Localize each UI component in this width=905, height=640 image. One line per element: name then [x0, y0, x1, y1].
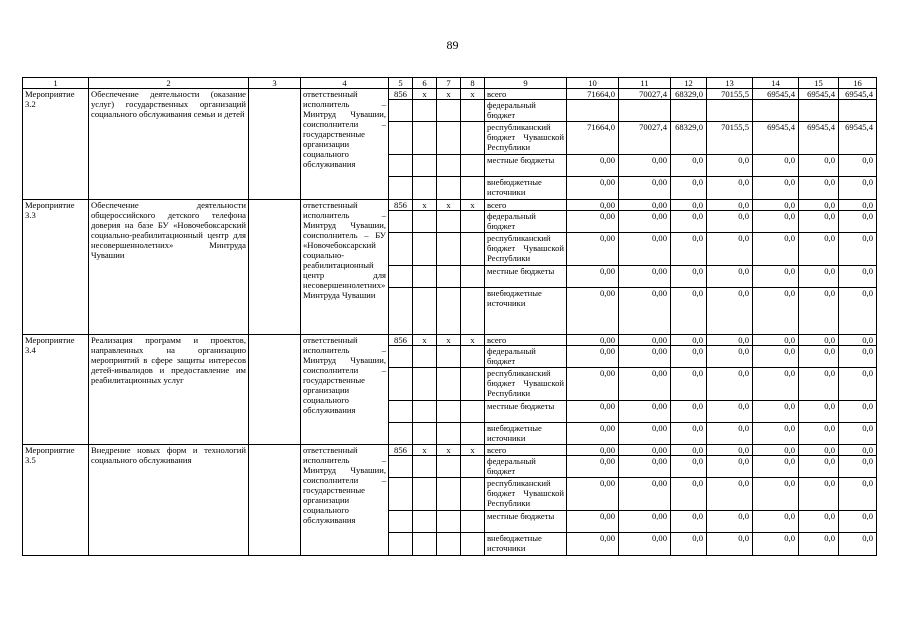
code-cell: х — [413, 445, 437, 456]
code-cell-empty — [389, 266, 413, 288]
source-label: федеральный бюджет — [485, 456, 567, 478]
value-cell: 0,0 — [671, 423, 707, 445]
code-cell-empty — [461, 401, 485, 423]
value-cell: 0,00 — [567, 288, 619, 335]
code-cell-empty — [437, 100, 461, 122]
code-cell-empty — [389, 288, 413, 335]
value-cell: 0,0 — [671, 511, 707, 533]
value-cell: 0,0 — [753, 533, 799, 556]
column-header: 4 — [301, 78, 389, 89]
value-cell: 0,0 — [799, 346, 839, 368]
code-cell-empty — [461, 211, 485, 233]
code-cell-empty — [437, 478, 461, 511]
code-cell-empty — [389, 211, 413, 233]
value-cell: 0,0 — [839, 155, 877, 177]
value-cell — [799, 100, 839, 122]
value-cell: 0,0 — [799, 478, 839, 511]
value-cell: 0,0 — [839, 478, 877, 511]
value-cell: 0,0 — [839, 233, 877, 266]
column-header: 13 — [707, 78, 753, 89]
code-cell: 856 — [389, 89, 413, 100]
code-cell-empty — [413, 211, 437, 233]
value-cell: 0,0 — [753, 511, 799, 533]
value-cell: 0,00 — [619, 456, 671, 478]
value-cell: 0,0 — [839, 346, 877, 368]
value-cell — [567, 100, 619, 122]
table-row — [23, 445, 877, 456]
code-cell-empty — [413, 122, 437, 155]
value-cell: 0,00 — [567, 155, 619, 177]
code-cell-empty — [389, 346, 413, 368]
value-cell: 71664,0 — [567, 122, 619, 155]
value-cell — [707, 100, 753, 122]
code-cell-empty — [437, 155, 461, 177]
value-cell: 0,0 — [671, 177, 707, 200]
value-cell: 0,0 — [707, 511, 753, 533]
code-cell: х — [437, 335, 461, 346]
value-cell: 0,00 — [567, 511, 619, 533]
value-cell: 0,00 — [567, 233, 619, 266]
value-cell: 0,0 — [753, 155, 799, 177]
source-label: местные бюджеты — [485, 155, 567, 177]
value-cell: 0,0 — [839, 456, 877, 478]
value-cell: 0,00 — [567, 533, 619, 556]
value-cell: 0,00 — [567, 401, 619, 423]
value-cell: 68329,0 — [671, 89, 707, 100]
code-cell-empty — [461, 533, 485, 556]
value-cell: 0,0 — [707, 200, 753, 211]
activity-name: Обеспечение деятельности общероссийского детского телефона доверия на базе БУ «Новочебоксарский социально-реабилитационный центр для несовершеннолетних» Минтруда Чувашии — [89, 200, 249, 335]
value-cell: 70155,5 — [707, 89, 753, 100]
value-cell: 0,0 — [753, 288, 799, 335]
source-label: всего — [485, 89, 567, 100]
code-cell-empty — [413, 155, 437, 177]
code-cell-empty — [437, 511, 461, 533]
value-cell: 0,0 — [671, 533, 707, 556]
code-cell-empty — [389, 478, 413, 511]
value-cell: 70027,4 — [619, 122, 671, 155]
value-cell: 69545,4 — [839, 122, 877, 155]
value-cell: 0,0 — [839, 211, 877, 233]
source-label: местные бюджеты — [485, 401, 567, 423]
code-cell-empty — [461, 368, 485, 401]
code-cell-empty — [461, 346, 485, 368]
code-cell-empty — [389, 423, 413, 445]
code-cell-empty — [413, 423, 437, 445]
value-cell: 0,0 — [839, 177, 877, 200]
value-cell: 0,00 — [619, 177, 671, 200]
activity-name: Реализация программ и проектов, направленных на организацию мероприятий в сфере защиты интересов детей-инвалидов и предоставление им реабилитационных услуг — [89, 335, 249, 445]
value-cell: 0,0 — [753, 423, 799, 445]
table-row — [23, 200, 877, 211]
column-header: 9 — [485, 78, 567, 89]
activity-id: Мероприятие 3.2 — [23, 89, 89, 200]
table-row — [23, 335, 877, 346]
value-cell: 0,0 — [799, 177, 839, 200]
value-cell: 0,0 — [671, 200, 707, 211]
value-cell: 0,0 — [671, 155, 707, 177]
code-cell: х — [413, 200, 437, 211]
column-header: 6 — [413, 78, 437, 89]
value-cell: 0,00 — [619, 233, 671, 266]
column-header: 5 — [389, 78, 413, 89]
value-cell: 0,0 — [707, 368, 753, 401]
column-header: 1 — [23, 78, 89, 89]
source-label: внебюджетные источники — [485, 288, 567, 335]
value-cell: 0,0 — [707, 478, 753, 511]
value-cell: 0,0 — [799, 155, 839, 177]
value-cell: 0,0 — [707, 177, 753, 200]
value-cell: 0,0 — [839, 445, 877, 456]
value-cell: 0,00 — [567, 368, 619, 401]
executor-cell: ответственный исполнитель – Минтруд Чувашии, соисполнители – государственные организации социального обслуживания — [301, 89, 389, 200]
value-cell: 0,0 — [799, 335, 839, 346]
code-cell-empty — [461, 177, 485, 200]
code-cell-empty — [437, 346, 461, 368]
code-cell-empty — [437, 401, 461, 423]
code-cell-empty — [437, 266, 461, 288]
value-cell: 0,0 — [799, 511, 839, 533]
value-cell — [753, 100, 799, 122]
activity-id: Мероприятие 3.5 — [23, 445, 89, 556]
value-cell: 0,00 — [567, 177, 619, 200]
source-label: внебюджетные источники — [485, 177, 567, 200]
value-cell: 0,0 — [839, 368, 877, 401]
value-cell: 0,00 — [619, 200, 671, 211]
value-cell: 0,0 — [671, 456, 707, 478]
value-cell: 0,0 — [753, 266, 799, 288]
value-cell: 0,0 — [753, 211, 799, 233]
value-cell: 0,0 — [707, 445, 753, 456]
code-cell-empty — [437, 533, 461, 556]
value-cell: 0,0 — [799, 200, 839, 211]
value-cell: 0,00 — [567, 200, 619, 211]
value-cell: 0,0 — [839, 533, 877, 556]
value-cell — [619, 100, 671, 122]
value-cell: 0,0 — [753, 401, 799, 423]
value-cell: 0,00 — [619, 511, 671, 533]
source-label: республиканский бюджет Чувашской Республики — [485, 478, 567, 511]
code-cell-empty — [389, 456, 413, 478]
value-cell: 0,0 — [799, 288, 839, 335]
code-cell-empty — [437, 423, 461, 445]
value-cell: 0,0 — [707, 266, 753, 288]
value-cell: 69545,4 — [799, 89, 839, 100]
source-label: всего — [485, 335, 567, 346]
value-cell: 0,0 — [799, 445, 839, 456]
value-cell: 69545,4 — [753, 89, 799, 100]
activity-name: Внедрение новых форм и технологий социального обслуживания — [89, 445, 249, 556]
value-cell: 0,0 — [753, 335, 799, 346]
code-cell-empty — [461, 155, 485, 177]
code-cell: 856 — [389, 200, 413, 211]
code-cell: х — [437, 89, 461, 100]
value-cell: 0,00 — [619, 368, 671, 401]
executor-cell: ответственный исполнитель – Минтруд Чувашии, соисполнители – государственные организации социального обслуживания — [301, 445, 389, 556]
source-label: всего — [485, 445, 567, 456]
source-label: республиканский бюджет Чувашской Республики — [485, 233, 567, 266]
value-cell: 0,00 — [567, 445, 619, 456]
table-row — [23, 89, 877, 100]
value-cell: 0,0 — [799, 266, 839, 288]
value-cell: 0,0 — [839, 511, 877, 533]
column-header: 3 — [249, 78, 301, 89]
value-cell: 0,00 — [567, 423, 619, 445]
value-cell: 0,0 — [799, 211, 839, 233]
value-cell: 0,0 — [799, 401, 839, 423]
value-cell: 0,0 — [671, 335, 707, 346]
value-cell: 0,0 — [839, 266, 877, 288]
code-cell-empty — [461, 100, 485, 122]
value-cell: 0,0 — [707, 335, 753, 346]
value-cell: 0,0 — [753, 200, 799, 211]
code-cell-empty — [389, 533, 413, 556]
value-cell: 0,0 — [707, 211, 753, 233]
code-cell-empty — [461, 478, 485, 511]
source-label: республиканский бюджет Чувашской Республики — [485, 122, 567, 155]
value-cell: 0,00 — [567, 478, 619, 511]
value-cell: 0,0 — [707, 456, 753, 478]
value-cell: 0,0 — [707, 288, 753, 335]
value-cell: 0,00 — [619, 533, 671, 556]
page-number: 89 — [446, 38, 459, 52]
code-cell-empty — [461, 288, 485, 335]
code-cell-empty — [461, 511, 485, 533]
source-label: местные бюджеты — [485, 266, 567, 288]
value-cell — [671, 100, 707, 122]
column-header: 8 — [461, 78, 485, 89]
code-cell: х — [437, 200, 461, 211]
code-cell: х — [461, 335, 485, 346]
column-header: 7 — [437, 78, 461, 89]
code-cell-empty — [389, 511, 413, 533]
code-cell-empty — [389, 368, 413, 401]
value-cell: 0,0 — [799, 423, 839, 445]
value-cell: 0,00 — [619, 423, 671, 445]
value-cell: 0,00 — [567, 211, 619, 233]
value-cell: 69545,4 — [799, 122, 839, 155]
value-cell: 0,0 — [839, 288, 877, 335]
value-cell: 0,0 — [671, 478, 707, 511]
value-cell: 0,0 — [799, 533, 839, 556]
source-label: федеральный бюджет — [485, 211, 567, 233]
code-cell-empty — [413, 368, 437, 401]
value-cell: 0,00 — [619, 266, 671, 288]
code-cell-empty — [389, 100, 413, 122]
code-cell-empty — [413, 177, 437, 200]
value-cell: 0,00 — [567, 456, 619, 478]
activity-name: Обеспечение деятельности (оказание услуг) государственных организаций социального обслуживания семьи и детей — [89, 89, 249, 200]
value-cell: 0,00 — [619, 211, 671, 233]
value-cell: 0,0 — [671, 445, 707, 456]
value-cell: 0,00 — [619, 401, 671, 423]
code-cell: х — [413, 335, 437, 346]
source-label: федеральный бюджет — [485, 100, 567, 122]
column-number-row — [23, 78, 877, 89]
source-label: внебюджетные источники — [485, 423, 567, 445]
value-cell: 70027,4 — [619, 89, 671, 100]
code-cell: х — [461, 89, 485, 100]
value-cell: 0,0 — [671, 346, 707, 368]
value-cell: 0,0 — [753, 456, 799, 478]
value-cell: 0,0 — [799, 233, 839, 266]
value-cell: 0,00 — [567, 346, 619, 368]
code-cell-empty — [413, 233, 437, 266]
value-cell: 0,0 — [839, 423, 877, 445]
code-cell-empty — [413, 100, 437, 122]
executor-cell: ответственный исполнитель – Минтруд Чувашии, соисполнитель – БУ «Новочебоксарский социально-реабилитационный центр для несовершеннолетних» Минтруда Чувашии — [301, 200, 389, 335]
code-cell: х — [461, 200, 485, 211]
source-label: внебюджетные источники — [485, 533, 567, 556]
code-cell-empty — [437, 368, 461, 401]
value-cell: 0,0 — [753, 478, 799, 511]
code-cell-empty — [461, 456, 485, 478]
value-cell: 0,0 — [671, 211, 707, 233]
value-cell: 0,0 — [753, 445, 799, 456]
value-cell: 0,00 — [567, 266, 619, 288]
empty-cell — [249, 200, 301, 335]
column-header: 10 — [567, 78, 619, 89]
value-cell: 0,0 — [671, 266, 707, 288]
value-cell: 0,0 — [799, 456, 839, 478]
value-cell — [839, 100, 877, 122]
source-label: местные бюджеты — [485, 511, 567, 533]
value-cell: 0,0 — [671, 368, 707, 401]
code-cell-empty — [389, 233, 413, 266]
code-cell-empty — [437, 211, 461, 233]
column-header: 16 — [839, 78, 877, 89]
code-cell-empty — [461, 266, 485, 288]
code-cell-empty — [413, 346, 437, 368]
code-cell-empty — [437, 177, 461, 200]
value-cell: 0,0 — [753, 233, 799, 266]
value-cell: 71664,0 — [567, 89, 619, 100]
value-cell: 0,00 — [619, 288, 671, 335]
value-cell: 0,0 — [671, 401, 707, 423]
code-cell-empty — [413, 533, 437, 556]
value-cell: 0,0 — [707, 533, 753, 556]
value-cell: 0,0 — [707, 233, 753, 266]
column-header: 12 — [671, 78, 707, 89]
code-cell: х — [437, 445, 461, 456]
value-cell: 0,0 — [707, 155, 753, 177]
source-label: всего — [485, 200, 567, 211]
code-cell-empty — [413, 401, 437, 423]
column-header: 14 — [753, 78, 799, 89]
value-cell: 0,0 — [753, 177, 799, 200]
code-cell-empty — [461, 423, 485, 445]
value-cell: 0,00 — [619, 335, 671, 346]
value-cell: 0,00 — [567, 335, 619, 346]
code-cell-empty — [413, 478, 437, 511]
value-cell: 70155,5 — [707, 122, 753, 155]
code-cell-empty — [413, 288, 437, 335]
value-cell: 0,00 — [619, 346, 671, 368]
empty-cell — [249, 89, 301, 200]
value-cell: 0,0 — [753, 346, 799, 368]
value-cell: 0,0 — [707, 401, 753, 423]
activity-id: Мероприятие 3.3 — [23, 200, 89, 335]
code-cell-empty — [389, 122, 413, 155]
value-cell: 68329,0 — [671, 122, 707, 155]
value-cell: 0,0 — [707, 346, 753, 368]
value-cell: 0,0 — [707, 423, 753, 445]
value-cell: 0,00 — [619, 478, 671, 511]
value-cell: 0,0 — [839, 401, 877, 423]
table-body — [23, 78, 877, 556]
code-cell-empty — [437, 122, 461, 155]
column-header: 11 — [619, 78, 671, 89]
code-cell: 856 — [389, 445, 413, 456]
empty-cell — [249, 335, 301, 445]
code-cell-empty — [389, 401, 413, 423]
activity-id: Мероприятие 3.4 — [23, 335, 89, 445]
budget-table — [22, 77, 877, 556]
code-cell-empty — [461, 122, 485, 155]
code-cell-empty — [437, 456, 461, 478]
value-cell: 0,0 — [671, 288, 707, 335]
value-cell: 0,0 — [671, 233, 707, 266]
code-cell-empty — [413, 456, 437, 478]
code-cell-empty — [461, 233, 485, 266]
value-cell: 69545,4 — [839, 89, 877, 100]
code-cell-empty — [437, 288, 461, 335]
column-header: 2 — [89, 78, 249, 89]
value-cell: 0,0 — [839, 200, 877, 211]
value-cell: 0,00 — [619, 155, 671, 177]
value-cell: 0,0 — [839, 335, 877, 346]
value-cell: 69545,4 — [753, 122, 799, 155]
source-label: республиканский бюджет Чувашской Республики — [485, 368, 567, 401]
code-cell-empty — [389, 177, 413, 200]
value-cell: 0,00 — [619, 445, 671, 456]
column-header: 15 — [799, 78, 839, 89]
code-cell-empty — [413, 511, 437, 533]
source-label: федеральный бюджет — [485, 346, 567, 368]
code-cell: х — [413, 89, 437, 100]
code-cell: х — [461, 445, 485, 456]
value-cell: 0,0 — [753, 368, 799, 401]
code-cell-empty — [437, 233, 461, 266]
code-cell-empty — [413, 266, 437, 288]
code-cell-empty — [389, 155, 413, 177]
value-cell: 0,0 — [799, 368, 839, 401]
empty-cell — [249, 445, 301, 556]
executor-cell: ответственный исполнитель – Минтруд Чувашии, соисполнители – государственные организации социального обслуживания — [301, 335, 389, 445]
code-cell: 856 — [389, 335, 413, 346]
